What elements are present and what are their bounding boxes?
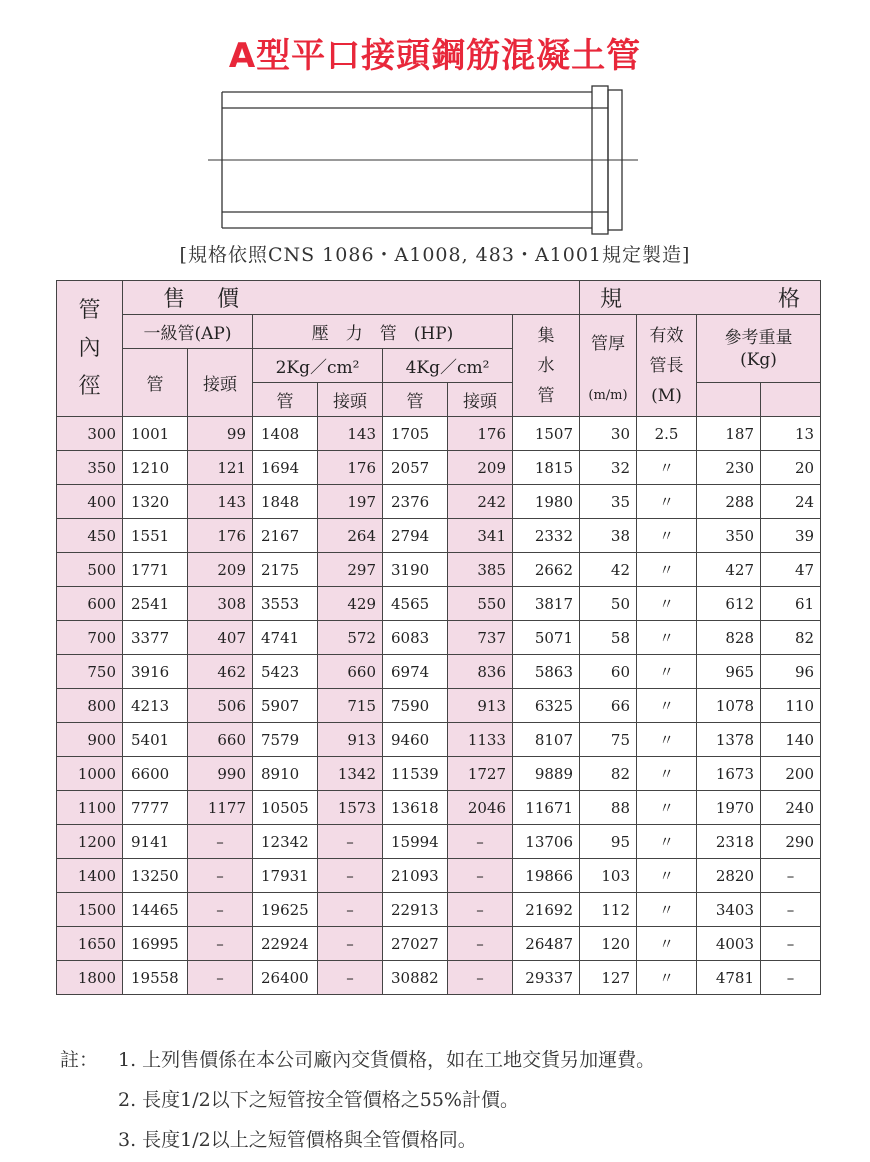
table-cell: 1408	[253, 417, 318, 451]
table-cell: 1848	[253, 485, 318, 519]
table-cell: 913	[448, 689, 513, 723]
table-cell: –	[448, 825, 513, 859]
table-cell: 〃	[637, 791, 697, 825]
table-cell: 429	[318, 587, 383, 621]
table-cell: 〃	[637, 961, 697, 995]
header-ap-pipe: 管	[123, 349, 188, 417]
table-cell: 209	[188, 553, 253, 587]
table-cell: 〃	[637, 689, 697, 723]
table-cell: 6600	[123, 757, 188, 791]
table-cell: 15994	[383, 825, 448, 859]
table-cell: 1500	[57, 893, 123, 927]
table-cell: –	[448, 961, 513, 995]
table-cell: 5401	[123, 723, 188, 757]
table-cell: –	[188, 927, 253, 961]
table-cell: 99	[188, 417, 253, 451]
note-2: 2. 長度1/2以下之短管按全管價格之55%計價。	[118, 1089, 519, 1111]
table-cell: 1001	[123, 417, 188, 451]
header-4kg-joint: 接頭	[448, 383, 513, 417]
table-cell: 〃	[637, 587, 697, 621]
table-cell: 572	[318, 621, 383, 655]
table-cell: 407	[188, 621, 253, 655]
table-row	[57, 587, 821, 621]
table-cell: 427	[697, 553, 761, 587]
table-cell: 350	[697, 519, 761, 553]
table-cell: 26400	[253, 961, 318, 995]
table-cell: 990	[188, 757, 253, 791]
table-cell: 240	[761, 791, 821, 825]
table-cell: 95	[580, 825, 637, 859]
table-cell: 1650	[57, 927, 123, 961]
table-cell: 127	[580, 961, 637, 995]
table-cell: 14465	[123, 893, 188, 927]
table-cell: 21093	[383, 859, 448, 893]
table-cell: 612	[697, 587, 761, 621]
header-collect-pipe: 集 水 管	[513, 315, 580, 417]
table-cell: 500	[57, 553, 123, 587]
table-cell: –	[761, 927, 821, 961]
table-cell: 82	[580, 757, 637, 791]
table-cell: 1210	[123, 451, 188, 485]
table-cell: 7579	[253, 723, 318, 757]
table-cell: 1507	[513, 417, 580, 451]
notes-lead: 註：	[60, 1049, 99, 1071]
table-cell: 288	[697, 485, 761, 519]
table-cell: 〃	[637, 757, 697, 791]
table-row	[57, 723, 821, 757]
table-row	[57, 655, 821, 689]
header-weight-sub-2	[761, 383, 821, 417]
table-cell: 27027	[383, 927, 448, 961]
table-cell: –	[318, 927, 383, 961]
table-cell: –	[188, 859, 253, 893]
table-row	[57, 927, 821, 961]
table-cell: 〃	[637, 859, 697, 893]
header-weight-sub-1	[697, 383, 761, 417]
table-cell: 〃	[637, 927, 697, 961]
table-cell: –	[448, 927, 513, 961]
price-spec-table	[56, 280, 821, 995]
table-cell: 〃	[637, 655, 697, 689]
table-cell: 1078	[697, 689, 761, 723]
table-cell: –	[761, 893, 821, 927]
table-cell: 900	[57, 723, 123, 757]
table-cell: 200	[761, 757, 821, 791]
table-body	[57, 417, 821, 995]
table-cell: 13618	[383, 791, 448, 825]
table-cell: –	[188, 825, 253, 859]
table-cell: 16995	[123, 927, 188, 961]
table-cell: 〃	[637, 553, 697, 587]
table-cell: 13	[761, 417, 821, 451]
table-row	[57, 485, 821, 519]
table-cell: 22924	[253, 927, 318, 961]
table-cell: 230	[697, 451, 761, 485]
header-hp-2kg: 2Kg／cm²	[253, 349, 383, 383]
table-cell: 209	[448, 451, 513, 485]
table-cell: 10505	[253, 791, 318, 825]
table-cell: 2376	[383, 485, 448, 519]
table-cell: 1000	[57, 757, 123, 791]
header-thickness: 管厚 (m/m)	[580, 315, 637, 417]
table-cell: 103	[580, 859, 637, 893]
table-cell: 32	[580, 451, 637, 485]
table-cell: 1342	[318, 757, 383, 791]
table-cell: 1551	[123, 519, 188, 553]
table-row	[57, 859, 821, 893]
table-cell: 140	[761, 723, 821, 757]
table-cell: 9141	[123, 825, 188, 859]
table-cell: 1970	[697, 791, 761, 825]
table-cell: 1378	[697, 723, 761, 757]
table-cell: 1800	[57, 961, 123, 995]
table-cell: 75	[580, 723, 637, 757]
table-cell: 1727	[448, 757, 513, 791]
table-cell: 400	[57, 485, 123, 519]
table-cell: –	[318, 961, 383, 995]
table-cell: 4565	[383, 587, 448, 621]
table-cell: 1705	[383, 417, 448, 451]
table-cell: 6974	[383, 655, 448, 689]
table-cell: 〃	[637, 485, 697, 519]
table-cell: 2541	[123, 587, 188, 621]
header-hp-4kg: 4Kg／cm²	[383, 349, 513, 383]
header-2kg-pipe: 管	[253, 383, 318, 417]
table-cell: 17931	[253, 859, 318, 893]
header-ap: 一級管(AP)	[123, 315, 253, 349]
table-cell: 22913	[383, 893, 448, 927]
table-cell: –	[448, 859, 513, 893]
table-cell: –	[318, 893, 383, 927]
table-cell: 242	[448, 485, 513, 519]
table-cell: –	[188, 893, 253, 927]
table-cell: 19625	[253, 893, 318, 927]
table-cell: 1980	[513, 485, 580, 519]
table-cell: 〃	[637, 621, 697, 655]
table-cell: 61	[761, 587, 821, 621]
table-cell: 660	[318, 655, 383, 689]
table-cell: 112	[580, 893, 637, 927]
table-cell: 4741	[253, 621, 318, 655]
table-cell: 1320	[123, 485, 188, 519]
table-cell: 5071	[513, 621, 580, 655]
table-cell: 66	[580, 689, 637, 723]
table-cell: 187	[697, 417, 761, 451]
table-cell: 4781	[697, 961, 761, 995]
table-cell: 38	[580, 519, 637, 553]
table-cell: 2332	[513, 519, 580, 553]
table-cell: 82	[761, 621, 821, 655]
table-cell: 750	[57, 655, 123, 689]
table-row	[57, 893, 821, 927]
header-4kg-pipe: 管	[383, 383, 448, 417]
table-cell: 3916	[123, 655, 188, 689]
table-cell: 7777	[123, 791, 188, 825]
notes	[60, 1040, 655, 1160]
table-cell: 7590	[383, 689, 448, 723]
table-cell: 121	[188, 451, 253, 485]
table-cell: 〃	[637, 825, 697, 859]
table-cell: 6325	[513, 689, 580, 723]
table-cell: 341	[448, 519, 513, 553]
table-cell: 1694	[253, 451, 318, 485]
table-cell: 836	[448, 655, 513, 689]
table-cell: 21692	[513, 893, 580, 927]
table-row	[57, 961, 821, 995]
table-cell: 5863	[513, 655, 580, 689]
table-cell: 737	[448, 621, 513, 655]
table-cell: 1771	[123, 553, 188, 587]
table-row	[57, 417, 821, 451]
table-cell: 3190	[383, 553, 448, 587]
table-cell: 197	[318, 485, 383, 519]
table-cell: 450	[57, 519, 123, 553]
table-cell: 350	[57, 451, 123, 485]
table-cell: 88	[580, 791, 637, 825]
table-cell: 6083	[383, 621, 448, 655]
table-cell: 4003	[697, 927, 761, 961]
header-ap-joint: 接頭	[188, 349, 253, 417]
table-cell: 1400	[57, 859, 123, 893]
note-1: 1. 上列售價係在本公司廠內交貨價格，如在工地交貨另加運費。	[118, 1049, 656, 1071]
table-cell: 20	[761, 451, 821, 485]
table-cell: 300	[57, 417, 123, 451]
table-cell: 143	[188, 485, 253, 519]
table-cell: 30882	[383, 961, 448, 995]
table-cell: 4213	[123, 689, 188, 723]
table-cell: 26487	[513, 927, 580, 961]
table-cell: 308	[188, 587, 253, 621]
table-cell: 2.5	[637, 417, 697, 451]
table-cell: 〃	[637, 893, 697, 927]
header-spec: 規 格	[580, 281, 821, 315]
table-cell: 176	[188, 519, 253, 553]
header-hp: 壓 力 管 (HP)	[253, 315, 513, 349]
table-cell: 96	[761, 655, 821, 689]
table-row	[57, 757, 821, 791]
table-row	[57, 791, 821, 825]
pipe-drawing	[0, 80, 870, 240]
table-cell: 〃	[637, 451, 697, 485]
table-cell: 50	[580, 587, 637, 621]
table-cell: 800	[57, 689, 123, 723]
table-cell: 13250	[123, 859, 188, 893]
table-cell: 42	[580, 553, 637, 587]
page-title: A型平口接頭鋼筋混凝土管	[228, 36, 642, 76]
table-cell: 660	[188, 723, 253, 757]
table-cell: 〃	[637, 723, 697, 757]
table-cell: –	[448, 893, 513, 927]
note-3: 3. 長度1/2以上之短管價格與全管價格同。	[118, 1129, 477, 1151]
table-cell: 9460	[383, 723, 448, 757]
table-cell: 462	[188, 655, 253, 689]
table-cell: 35	[580, 485, 637, 519]
table-cell: 913	[318, 723, 383, 757]
table-cell: 2175	[253, 553, 318, 587]
table-cell: 3817	[513, 587, 580, 621]
table-cell: 9889	[513, 757, 580, 791]
table-cell: 1200	[57, 825, 123, 859]
table-cell: 19866	[513, 859, 580, 893]
table-cell: 58	[580, 621, 637, 655]
table-cell: 828	[697, 621, 761, 655]
table-cell: 30	[580, 417, 637, 451]
table-row	[57, 451, 821, 485]
table-cell: 3553	[253, 587, 318, 621]
table-cell: 550	[448, 587, 513, 621]
table-cell: 965	[697, 655, 761, 689]
table-row	[57, 553, 821, 587]
table-cell: –	[318, 859, 383, 893]
table-cell: 176	[448, 417, 513, 451]
table-cell: 47	[761, 553, 821, 587]
header-price: 售 價	[123, 281, 580, 315]
table-cell: –	[188, 961, 253, 995]
table-cell: 715	[318, 689, 383, 723]
table-cell: –	[318, 825, 383, 859]
table-cell: 2662	[513, 553, 580, 587]
table-cell: 110	[761, 689, 821, 723]
table-cell: 8107	[513, 723, 580, 757]
table-cell: 264	[318, 519, 383, 553]
header-effective-length: 有效 管長 (M)	[637, 315, 697, 417]
table-cell: 290	[761, 825, 821, 859]
table-cell: 1573	[318, 791, 383, 825]
table-cell: 506	[188, 689, 253, 723]
table-cell: 120	[580, 927, 637, 961]
table-cell: 1815	[513, 451, 580, 485]
table-row	[57, 621, 821, 655]
table-cell: 2794	[383, 519, 448, 553]
table-row	[57, 519, 821, 553]
table-cell: 1177	[188, 791, 253, 825]
table-cell: 1673	[697, 757, 761, 791]
table-cell: 60	[580, 655, 637, 689]
table-cell: 〃	[637, 519, 697, 553]
table-cell: 2046	[448, 791, 513, 825]
table-cell: –	[761, 961, 821, 995]
table-cell: 11671	[513, 791, 580, 825]
spec-standard-note: [規格依照CNS 1086・A1008, 483・A1001規定製造]	[179, 244, 691, 266]
table-row	[57, 825, 821, 859]
table-cell: –	[761, 859, 821, 893]
table-cell: 29337	[513, 961, 580, 995]
table-cell: 700	[57, 621, 123, 655]
table-cell: 5907	[253, 689, 318, 723]
table-cell: 2318	[697, 825, 761, 859]
header-2kg-joint: 接頭	[318, 383, 383, 417]
table-cell: 12342	[253, 825, 318, 859]
table-cell: 8910	[253, 757, 318, 791]
table-cell: 2820	[697, 859, 761, 893]
table-cell: 3377	[123, 621, 188, 655]
table-cell: 2057	[383, 451, 448, 485]
table-row	[57, 689, 821, 723]
table-cell: 19558	[123, 961, 188, 995]
table-cell: 600	[57, 587, 123, 621]
table-cell: 1133	[448, 723, 513, 757]
table-cell: 1100	[57, 791, 123, 825]
table-cell: 143	[318, 417, 383, 451]
table-cell: 5423	[253, 655, 318, 689]
table-cell: 176	[318, 451, 383, 485]
table-cell: 39	[761, 519, 821, 553]
table-cell: 13706	[513, 825, 580, 859]
table-cell: 3403	[697, 893, 761, 927]
table-cell: 2167	[253, 519, 318, 553]
table-cell: 297	[318, 553, 383, 587]
header-weight: 參考重量 (Kg)	[697, 315, 821, 383]
table-cell: 24	[761, 485, 821, 519]
table-cell: 385	[448, 553, 513, 587]
table-cell: 11539	[383, 757, 448, 791]
header-diameter: 管 內 徑	[57, 281, 123, 417]
